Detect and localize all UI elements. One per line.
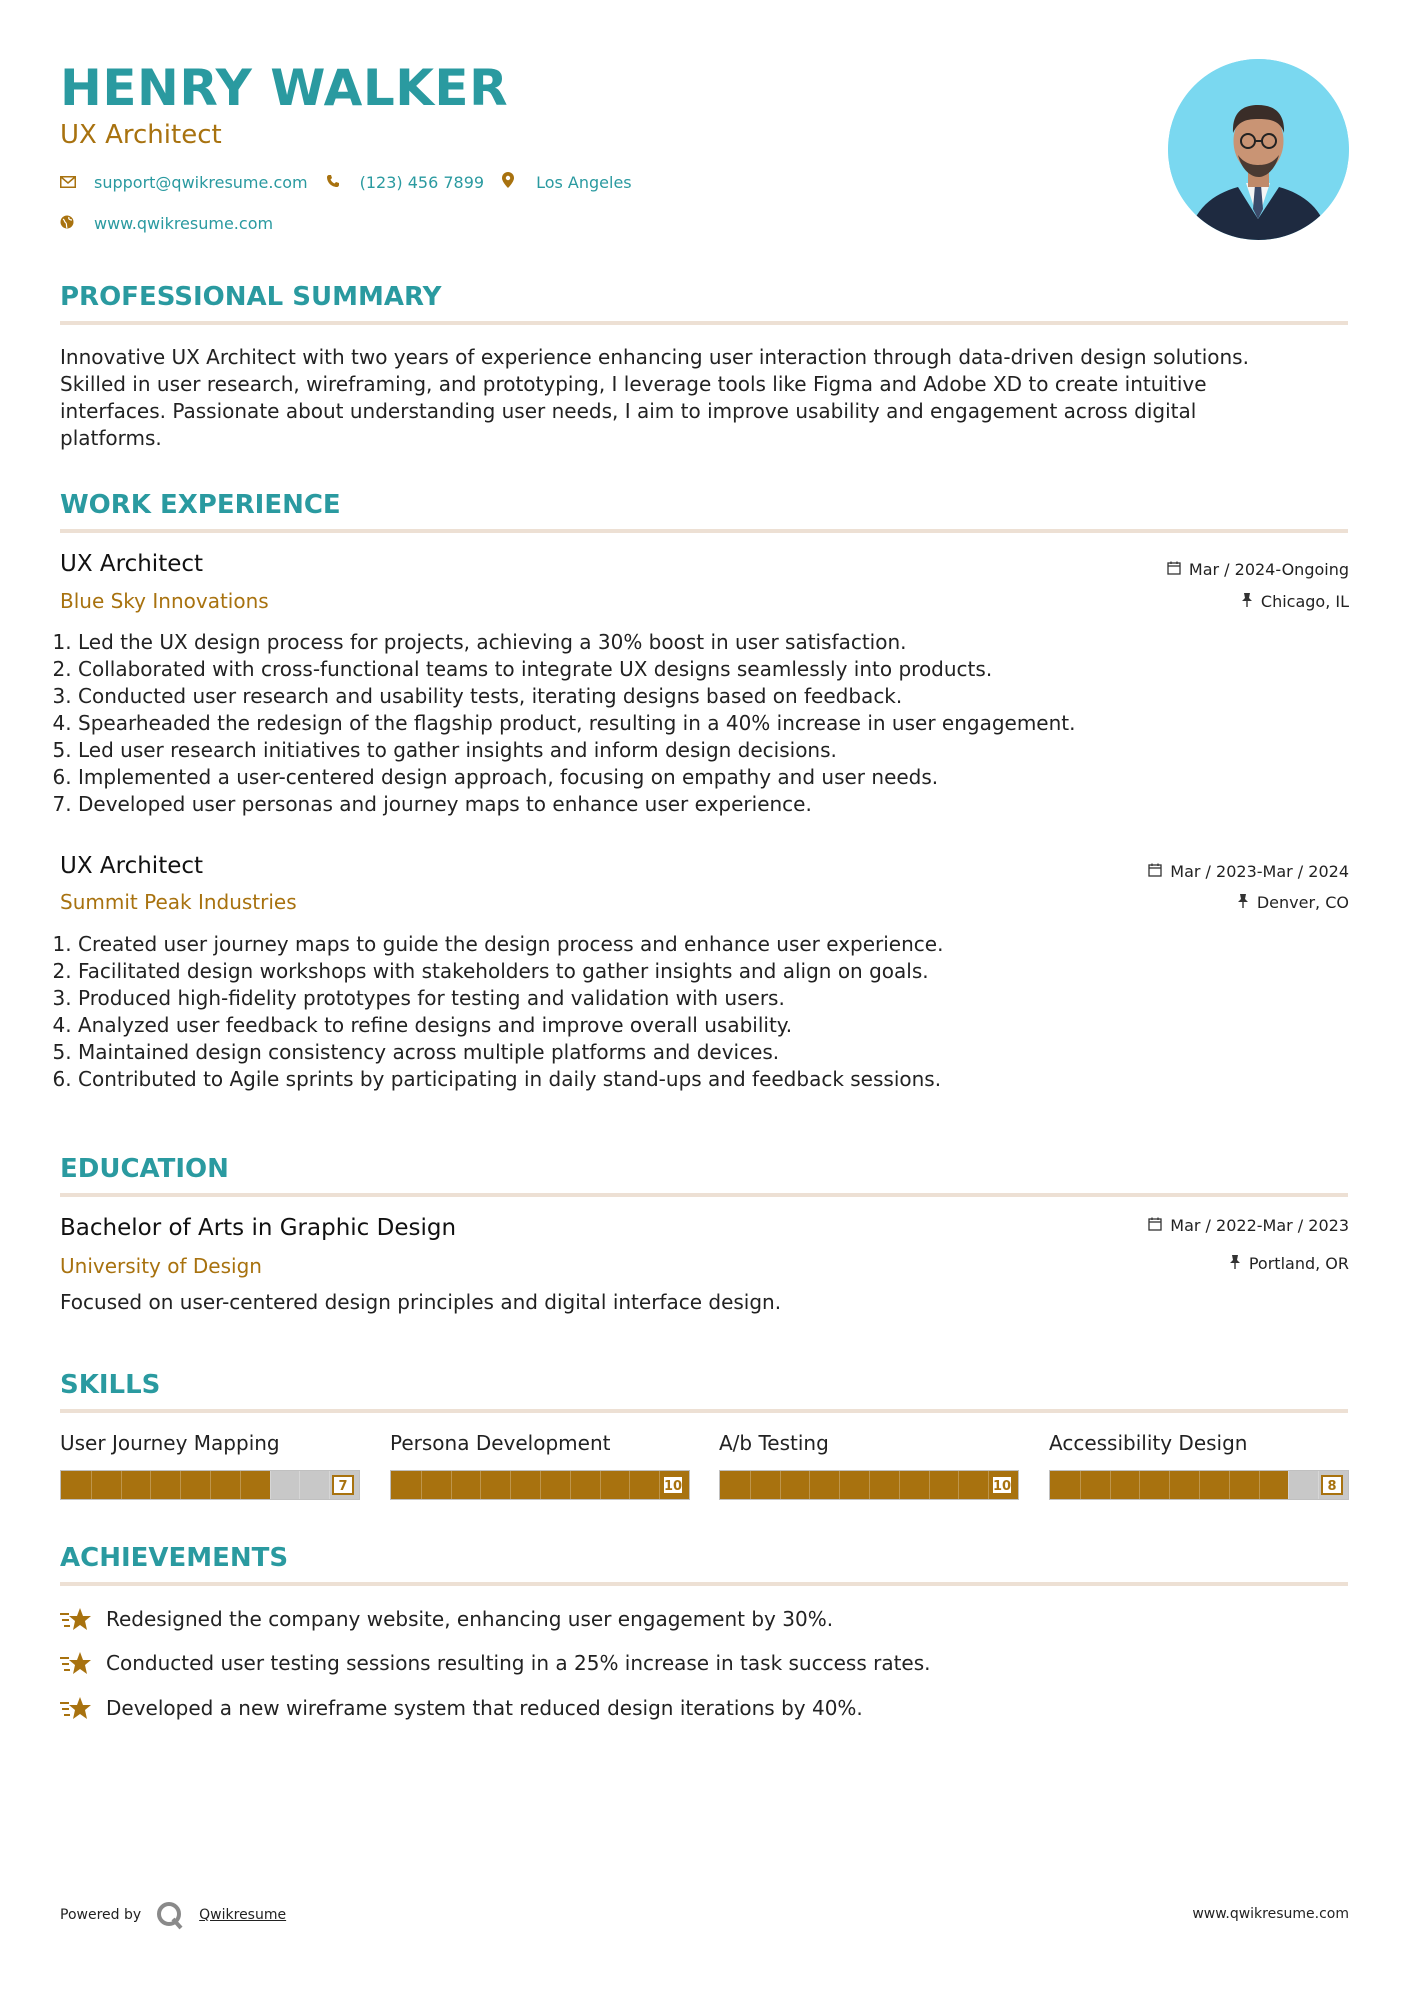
list-item: 1. Created user journey maps to guide the design process and enhance user experience. — [78, 931, 943, 958]
skill-bar-segment — [540, 1471, 541, 1499]
skill-item — [390, 1430, 690, 1500]
skill-bar-segment — [1288, 1471, 1289, 1499]
achievement-text: Developed a new wireframe system that reduced design iterations by 40%. — [106, 1696, 863, 1720]
education-dates-text: Mar / 2022-Mar / 2023 — [1170, 1216, 1349, 1235]
qwikresume-link[interactable]: Qwikresume — [199, 1907, 287, 1923]
skill-bar-segment — [1110, 1471, 1111, 1499]
skill-bar-segment — [629, 1471, 630, 1499]
skill-name: User Journey Mapping — [60, 1431, 280, 1455]
skill-name: A/b Testing — [719, 1431, 829, 1455]
footer-website[interactable]: www.qwikresume.com — [1192, 1906, 1349, 1922]
skill-bar-segment — [1169, 1471, 1170, 1499]
skill-bar-segment — [869, 1471, 870, 1499]
globe-icon — [60, 214, 80, 233]
summary-line: Innovative UX Architect with two years of experience enhancing user interaction through data-driven design solutions. — [60, 345, 1249, 369]
list-item: 3. Produced high-fidelity prototypes for testing and validation with users. — [78, 985, 943, 1012]
skill-bar-segment — [270, 1471, 271, 1499]
section-divider — [60, 1409, 1348, 1413]
section-divider — [60, 529, 1348, 533]
contact-row-2 — [60, 214, 291, 233]
achievement-text: Conducted user testing sessions resulting in a 25% increase in task success rates. — [106, 1651, 931, 1675]
email-link[interactable]: support@qwikresume.com — [94, 172, 308, 192]
skill-bar-segment — [570, 1471, 571, 1499]
job-location — [1241, 592, 1349, 612]
list-item: 1. Led the UX design process for projects, achieving a 30% boost in user satisfaction. — [78, 629, 1076, 656]
skill-bar-segment — [451, 1471, 452, 1499]
map-marker-icon — [502, 172, 522, 192]
section-title-education: EDUCATION — [60, 1154, 229, 1184]
skill-bar-segment — [240, 1471, 241, 1499]
skill-bar-segment — [510, 1471, 511, 1499]
shooting-star-icon — [60, 1649, 92, 1677]
skill-bar-segment — [299, 1471, 300, 1499]
qwikresume-logo-icon — [155, 1900, 185, 1930]
location-text: Los Angeles — [536, 172, 632, 192]
skill-bar-segment — [839, 1471, 840, 1499]
job-bullets — [52, 931, 943, 1093]
skill-bar-segment — [421, 1471, 422, 1499]
phone-icon — [326, 173, 346, 192]
summary-line: interfaces. Passionate about understanding user needs, I aim to improve usability and engagement across digital — [60, 399, 1197, 423]
list-item: 3. Conducted user research and usability tests, iterating designs based on feedback. — [78, 683, 1076, 710]
job-title: UX Architect — [60, 853, 204, 879]
list-item: 4. Spearheaded the redesign of the flagship product, resulting in a 40% increase in user engagement. — [78, 710, 1076, 737]
job-location — [1237, 893, 1349, 913]
shooting-star-icon — [60, 1694, 92, 1722]
skill-bar-segment — [1259, 1471, 1260, 1499]
skill-name: Accessibility Design — [1049, 1431, 1248, 1455]
profile-photo — [1168, 59, 1349, 240]
skill-bar-segment — [988, 1471, 989, 1499]
skill-level-badge: 8 — [1321, 1475, 1343, 1495]
skill-bar-segment — [1229, 1471, 1230, 1499]
calendar-icon — [1148, 1216, 1162, 1236]
section-divider — [60, 1193, 1348, 1197]
section-divider — [60, 321, 1348, 325]
list-item: 5. Led user research initiatives to gather insights and inform design decisions. — [78, 737, 1076, 764]
skill-bar-segment — [750, 1471, 751, 1499]
job-dates — [1148, 862, 1349, 882]
section-title-achievements: ACHIEVEMENTS — [60, 1543, 289, 1573]
skill-bar-segment — [899, 1471, 900, 1499]
skill-bar-segment — [600, 1471, 601, 1499]
skill-bar-segment — [1318, 1471, 1319, 1499]
skill-bar-segment — [480, 1471, 481, 1499]
skill-name: Persona Development — [390, 1431, 611, 1455]
list-item: 5. Maintained design consistency across multiple platforms and devices. — [78, 1039, 943, 1066]
summary-line: Skilled in user research, wireframing, and prototyping, I leverage tools like Figma and Adobe XD to create intuitive — [60, 372, 1207, 396]
skill-bar-segment — [1080, 1471, 1081, 1499]
skill-bar — [719, 1470, 1019, 1500]
skill-bar-fill — [61, 1471, 270, 1499]
skill-bar-segment — [150, 1471, 151, 1499]
phone-text: (123) 456 7899 — [359, 172, 485, 192]
skill-level-badge: 10 — [662, 1475, 684, 1495]
candidate-name: HENRY WALKER — [60, 59, 509, 117]
contact-row-1 — [60, 172, 650, 192]
skill-bar-segment — [210, 1471, 211, 1499]
school-name: University of Design — [60, 1254, 262, 1278]
job-dates-text: Mar / 2024-Ongoing — [1188, 560, 1349, 579]
list-item: 4. Analyzed user feedback to refine designs and improve overall usability. — [78, 1012, 943, 1039]
skill-bar — [390, 1470, 690, 1500]
list-item: 6. Implemented a user-centered design approach, focusing on empathy and user needs. — [78, 764, 1076, 791]
degree-title: Bachelor of Arts in Graphic Design — [60, 1215, 457, 1241]
pushpin-icon — [1237, 893, 1249, 913]
summary-line: platforms. — [60, 426, 162, 450]
skill-item — [719, 1430, 1019, 1500]
education-description: Focused on user-centered design principles and digital interface design. — [60, 1290, 782, 1314]
summary-text — [60, 344, 1350, 452]
footer-powered-by — [60, 1900, 286, 1930]
list-item: 7. Developed user personas and journey maps to enhance user experience. — [78, 791, 1076, 818]
job-location-text: Chicago, IL — [1260, 592, 1349, 611]
skill-level-badge: 10 — [991, 1475, 1013, 1495]
achievement-item — [60, 1605, 833, 1633]
section-title-summary: PROFESSIONAL SUMMARY — [60, 282, 442, 312]
job-dates-text: Mar / 2023-Mar / 2024 — [1170, 862, 1349, 881]
job-company: Blue Sky Innovations — [60, 589, 269, 613]
calendar-icon — [1148, 862, 1162, 882]
education-location-text: Portland, OR — [1248, 1254, 1349, 1273]
skill-level-badge: 7 — [332, 1475, 354, 1495]
candidate-role: UX Architect — [60, 120, 222, 150]
skill-bar — [1049, 1470, 1349, 1500]
job-location-text: Denver, CO — [1256, 893, 1349, 912]
shooting-star-icon — [60, 1605, 92, 1633]
pushpin-icon — [1241, 592, 1253, 612]
website-link[interactable]: www.qwikresume.com — [94, 214, 274, 233]
skill-bar-segment — [809, 1471, 810, 1499]
achievement-item — [60, 1649, 931, 1677]
skill-bar-segment — [780, 1471, 781, 1499]
list-item: 6. Contributed to Agile sprints by participating in daily stand-ups and feedback sessions. — [78, 1066, 943, 1093]
achievement-text: Redesigned the company website, enhancing user engagement by 30%. — [106, 1607, 834, 1631]
skill-bar-segment — [91, 1471, 92, 1499]
skill-bar-segment — [929, 1471, 930, 1499]
skill-bar-segment — [1139, 1471, 1140, 1499]
job-title: UX Architect — [60, 551, 204, 577]
skill-bar-segment — [329, 1471, 330, 1499]
education-location — [1229, 1254, 1349, 1274]
calendar-icon — [1167, 560, 1181, 580]
powered-by-label: Powered by — [60, 1907, 142, 1923]
list-item: 2. Collaborated with cross-functional teams to integrate UX designs seamlessly into products. — [78, 656, 1076, 683]
list-item: 2. Facilitated design workshops with stakeholders to gather insights and align on goals. — [78, 958, 943, 985]
skill-bar-segment — [659, 1471, 660, 1499]
skill-bar — [60, 1470, 360, 1500]
envelope-icon — [60, 173, 80, 192]
section-title-skills: SKILLS — [60, 1370, 161, 1400]
job-company: Summit Peak Industries — [60, 890, 297, 914]
job-dates — [1167, 560, 1349, 580]
skill-bar-segment — [958, 1471, 959, 1499]
job-bullets — [52, 629, 1076, 818]
section-title-experience: WORK EXPERIENCE — [60, 490, 341, 520]
section-divider — [60, 1582, 1348, 1586]
skill-bar-segment — [180, 1471, 181, 1499]
achievement-item — [60, 1694, 863, 1722]
skill-item — [60, 1430, 360, 1500]
skill-bar-segment — [121, 1471, 122, 1499]
skill-bar-segment — [1199, 1471, 1200, 1499]
pushpin-icon — [1229, 1254, 1241, 1274]
skill-item — [1049, 1430, 1349, 1500]
education-dates — [1148, 1216, 1349, 1236]
